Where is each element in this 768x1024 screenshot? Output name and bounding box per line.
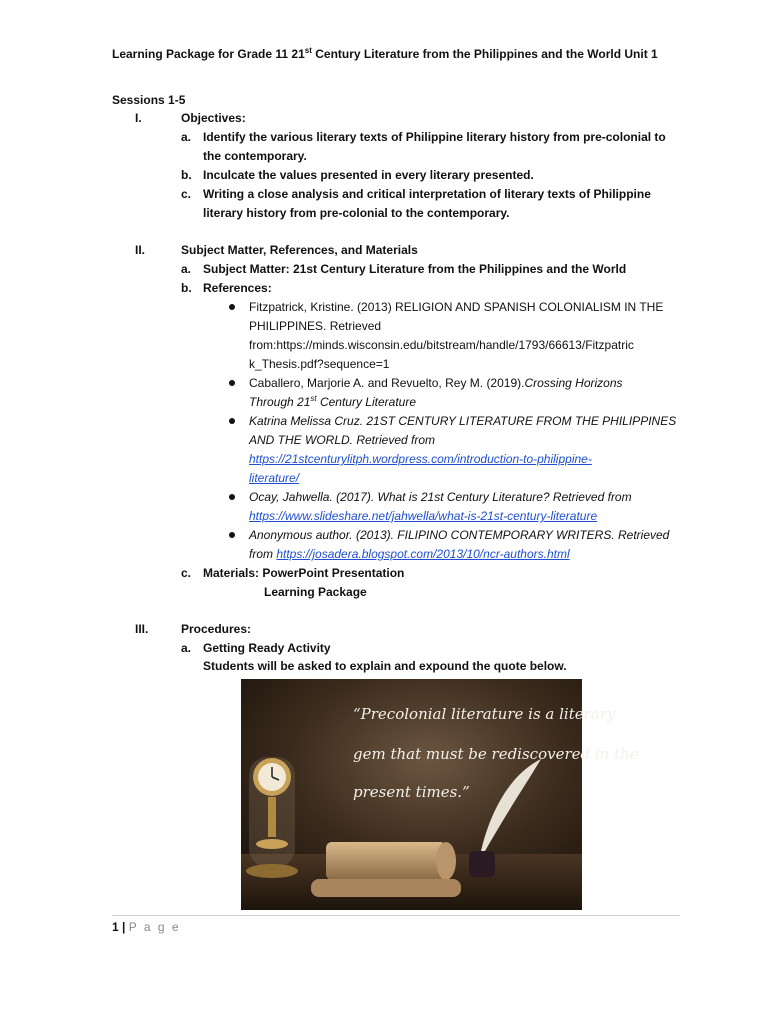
- ref2-line2: [249, 393, 416, 412]
- section-1-title: Objectives:: [181, 111, 246, 125]
- objective-b-letter: b.: [181, 168, 192, 182]
- bullet-icon: [229, 494, 235, 500]
- section-3-number: III.: [135, 622, 149, 636]
- section-3-title: Procedures:: [181, 622, 252, 636]
- header-title-sup: st: [304, 46, 312, 55]
- getting-ready-title: Getting Ready Activity: [203, 641, 331, 655]
- ref1-line2: PHILIPPINES. Retrieved: [249, 319, 382, 333]
- ref3-line2: AND THE WORLD. Retrieved from: [249, 433, 436, 447]
- ref1-line1: Fitzpatrick, Kristine. (2013) RELIGION AND SPANISH COLONIALISM IN THE: [249, 300, 664, 314]
- ref3-link-line2[interactable]: literature/: [249, 471, 300, 485]
- header-title-pre: Learning Package for Grade 11 21: [112, 47, 305, 61]
- section-1-number: I.: [135, 111, 142, 125]
- materials-text: Materials: PowerPoint Presentation: [203, 566, 405, 580]
- ref5-line1: Anonymous author. (2013). FILIPINO CONTEMPORARY WRITERS. Retrieved: [249, 528, 670, 542]
- bullet-icon: [229, 532, 235, 538]
- ref2-line1: [249, 374, 623, 393]
- page-label: P a g e: [128, 920, 181, 934]
- ref2-title-post: Century Literature: [316, 395, 417, 409]
- ref5-line2: [249, 545, 570, 564]
- page-separator: |: [122, 920, 126, 934]
- quote-text-line2: gem that must be rediscovered in the: [353, 745, 639, 763]
- header-title-post: Century Literature from the Philippines and the World Unit 1: [311, 47, 658, 61]
- bullet-icon: [229, 304, 235, 310]
- scroll-shape: [311, 842, 461, 897]
- objective-c-letter: c.: [181, 187, 192, 201]
- subject-matter-letter: a.: [181, 262, 192, 276]
- ref1-line4: k_Thesis.pdf?sequence=1: [249, 357, 390, 371]
- page-number: 1: [112, 920, 119, 934]
- ref3-line1: Katrina Melissa Cruz. 21ST CENTURY LITERATURE FROM THE PHILIPPINES: [249, 414, 677, 428]
- ref4-link[interactable]: https://www.slideshare.net/jahwella/what-is-21st-century-literature: [249, 509, 598, 523]
- objective-a-line1: Identify the various literary texts of Philippine literary history from pre-colonial to: [203, 130, 666, 144]
- section-2-number: II.: [135, 243, 146, 257]
- objective-b-line1: Inculcate the values presented in every literary presented.: [203, 168, 534, 182]
- subject-matter-text: Subject Matter: 21st Century Literature from the Philippines and the World: [203, 262, 627, 276]
- materials-letter: c.: [181, 566, 192, 580]
- ref1-line3: from:https://minds.wisconsin.edu/bitstream/handle/1793/66613/Fitzpatric: [249, 338, 634, 352]
- ref4-line1: Ocay, Jahwella. (2017). What is 21st Century Literature? Retrieved from: [249, 490, 632, 504]
- ref3-link-line1[interactable]: https://21stcenturylitph.wordpress.com/introduction-to-philippine-: [249, 452, 592, 466]
- ref5-from: from: [249, 547, 277, 561]
- footer-divider: [112, 915, 680, 916]
- materials-text-2: Learning Package: [264, 585, 367, 599]
- getting-ready-letter: a.: [181, 641, 192, 655]
- ref2-title-pre: Through 21: [249, 395, 311, 409]
- document-header: [112, 45, 658, 64]
- getting-ready-desc: Students will be asked to explain and expound the quote below.: [203, 659, 567, 673]
- section-2-title: Subject Matter, References, and Materials: [181, 243, 418, 257]
- references-title: References:: [203, 281, 272, 295]
- bullet-icon: [229, 380, 235, 386]
- objective-a-letter: a.: [181, 130, 192, 144]
- references-letter: b.: [181, 281, 192, 295]
- objective-c-line2: literary history from pre-colonial to the contemporary.: [203, 206, 510, 220]
- sessions-label: Sessions 1-5: [112, 93, 186, 107]
- ref2-author: Caballero, Marjorie A. and Revuelto, Rey M. (2019).: [249, 376, 525, 390]
- quote-text-line3: present times.”: [353, 783, 470, 801]
- objective-c-line1: Writing a close analysis and critical interpretation of literary texts of Philippine: [203, 187, 651, 201]
- quote-image: [241, 679, 639, 910]
- ref2-title-sup: st: [310, 394, 317, 403]
- quote-text-line1: “Precolonial literature is a literary: [353, 705, 616, 723]
- bullet-icon: [229, 418, 235, 424]
- ref2-title-part1: Crossing Horizons: [524, 376, 623, 390]
- clock-shape: [246, 757, 298, 878]
- page-footer: [112, 918, 181, 937]
- ref5-link[interactable]: https://josadera.blogspot.com/2013/10/ncr-authors.html: [276, 547, 570, 561]
- objective-a-line2: the contemporary.: [203, 149, 307, 163]
